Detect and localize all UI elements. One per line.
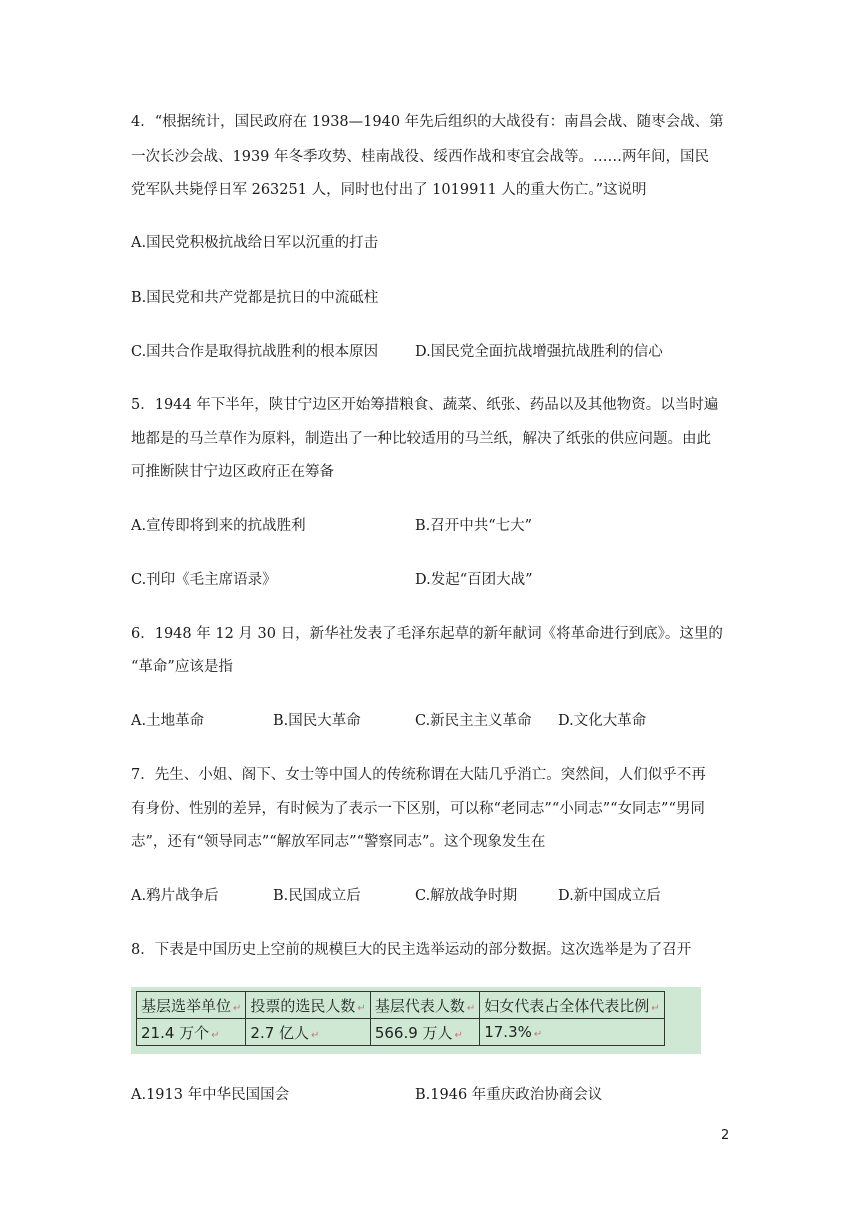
q6-option-d: D.文化大革命	[558, 713, 647, 729]
q7-option-b: B.民国成立后	[273, 888, 361, 904]
q4-stem-line-3: 党军队共毙俘日军 263251 人，同时也付出了 1019911 人的重大伤亡。”这说明	[131, 182, 647, 198]
table-header-cell: 投票的选民人数 ↵	[246, 992, 370, 1019]
q6-option-a: A.土地革命	[131, 713, 205, 729]
q8-stem: 8．下表是中国历史上空前的规模巨大的民主选举运动的部分数据。这次选举是为了召开	[131, 942, 692, 958]
q5-option-b: B.召开中共“七大”	[415, 518, 533, 534]
q6-option-c: C.新民主主义革命	[415, 713, 532, 729]
q5-option-c: C.刊印《毛主席语录》	[131, 572, 277, 588]
election-data-table	[131, 987, 701, 1054]
table-cell: 17.3% ↵	[480, 1019, 664, 1046]
q4-stem-line-1: 4．“根据统计，国民政府在 1938—1940 年先后组织的大战役有：南昌会战、随枣会战、第	[131, 114, 724, 130]
q5-stem-line-1: 5．1944 年下半年，陕甘宁边区开始筹措粮食、蔬菜、纸张、药品以及其他物资。以当时遍	[131, 397, 719, 413]
table-header-cell: 基层代表人数 ↵	[370, 992, 479, 1019]
table-cell: 566.9 万人 ↵	[370, 1019, 479, 1046]
q8-option-b: B.1946 年重庆政治协商会议	[415, 1087, 603, 1103]
q5-option-d: D.发起“百团大战”	[415, 572, 533, 588]
q7-option-c: C.解放战争时期	[415, 888, 518, 904]
q8-option-a: A.1913 年中华民国国会	[131, 1087, 290, 1103]
table-row	[137, 1019, 665, 1046]
q5-stem-line-3: 可推断陕甘宁边区政府正在筹备	[131, 464, 334, 480]
q4-stem-line-2: 一次长沙会战、1939 年冬季攻势、桂南战役、绥西作战和枣宜会战等。……两年间，国民	[131, 149, 710, 165]
table-cell: 2.7 亿人 ↵	[246, 1019, 370, 1046]
q6-option-b: B.国民大革命	[273, 713, 361, 729]
q4-option-c: C.国共合作是取得抗战胜利的根本原因	[131, 344, 379, 360]
q4-option-d: D.国民党全面抗战增强抗战胜利的信心	[415, 344, 663, 360]
q5-stem-line-2: 地都是的马兰草作为原料，制造出了一种比较适用的马兰纸，解决了纸张的供应问题。由此	[131, 431, 711, 447]
q7-option-d: D.新中国成立后	[558, 888, 661, 904]
table-header-cell: 基层选举单位 ↵	[137, 992, 246, 1019]
table-header-cell: 妇女代表占全体代表比例 ↵	[480, 992, 664, 1019]
page-number: 2	[721, 1128, 730, 1143]
q6-stem-line-1: 6．1948 年 12 月 30 日，新华社发表了毛泽东起草的新年献词《将革命进行到底》。这里的	[131, 626, 723, 642]
q7-stem-line-2: 有身份、性别的差异，有时候为了表示一下区别，可以称“老同志”“小同志”“女同志”“男同	[131, 801, 705, 817]
table-cell: 21.4 万个 ↵	[137, 1019, 246, 1046]
q7-option-a: A.鸦片战争后	[131, 888, 219, 904]
q7-stem-line-1: 7．先生、小姐、阁下、女士等中国人的传统称谓在大陆几乎消亡。突然间，人们似乎不再	[131, 767, 706, 783]
table-header-row	[137, 992, 665, 1019]
q7-stem-line-3: 志”，还有“领导同志”“解放军同志”“警察同志”。这个现象发生在	[131, 834, 546, 850]
q6-stem-line-2: “革命”应该是指	[131, 659, 233, 675]
q4-option-b: B.国民党和共产党都是抗日的中流砥柱	[131, 290, 379, 306]
q4-option-a: A.国民党积极抗战给日军以沉重的打击	[131, 235, 379, 251]
q5-option-a: A.宣传即将到来的抗战胜利	[131, 518, 306, 534]
